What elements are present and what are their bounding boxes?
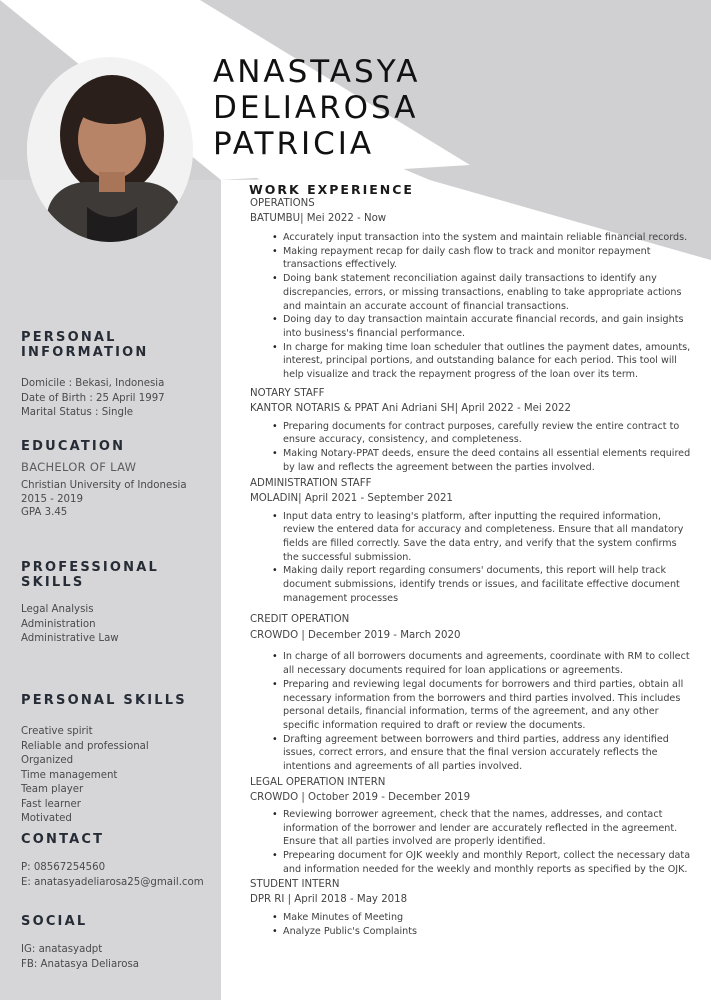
degree-text: BACHELOR OF LAW [21, 460, 137, 474]
personal-skill-item: Organized [21, 755, 74, 766]
job-company: KANTOR NOTARIS & PPAT Ani Adriani SH| April 2022 - Mei 2022 [250, 402, 571, 414]
personal-information-heading [21, 330, 211, 360]
job-role: OPERATIONS [250, 198, 315, 209]
contact-section [21, 832, 211, 890]
job-entry [249, 613, 694, 773]
job-role: CREDIT OPERATION [250, 614, 350, 626]
personal-skill-item: Team player [21, 784, 84, 795]
name-line-2: DELIAROSA [213, 90, 419, 126]
duty-item: • In charge of all borrowers documents and agreements, coordinate with RM to collect all necessary documents required for loan applications or agreements. [283, 650, 694, 677]
job-company: MOLADIN| April 2021 - September 2021 [250, 492, 453, 504]
work-experience-heading: WORK EXPERIENCE [249, 182, 414, 197]
personal-skill-item: Reliable and professional [21, 740, 149, 752]
profile-photo [27, 57, 193, 242]
duty-item: • Preparing documents for contract purposes, carefully review the entire contract to ensure accuracy, consistency, and completeness. [283, 420, 694, 447]
job-entry [249, 197, 694, 382]
social-heading: SOCIAL [21, 914, 88, 929]
job-duties [249, 420, 694, 475]
education-heading: EDUCATION [21, 439, 126, 454]
job-company: DPR RI | April 2018 - May 2018 [250, 894, 408, 906]
instagram-text: IG: anatasyadpt [21, 944, 103, 955]
personal-skill-item: Creative spirit [21, 726, 93, 737]
gpa-text: GPA 3.45 [21, 507, 68, 518]
job-role: NOTARY STAFF [250, 387, 325, 399]
skill-item: Administration [21, 618, 96, 630]
education-years: 2015 - 2019 [21, 493, 84, 505]
duty-item: • Accurately input transaction into the system and maintain reliable financial records. [283, 231, 694, 245]
personal-skill-item: Fast learner [21, 798, 81, 810]
professional-skills-heading-line2: SKILLS [21, 575, 85, 590]
duty-item: • Drafting agreement between borrowers and third parties, address any identified issues, correct errors, and ensure that the final version accurately reflects the intentions and agreements of all parties involved. [283, 733, 694, 774]
duty-item: • Input data entry to leasing's platform, after inputting the required information, review the entered data for accuracy and completeness. Ensure that all mandatory fields are filled correctly. Save the data entry, and verify that the system confirms the successful submission. [283, 510, 694, 565]
duty-item: • Reviewing borrower agreement, check that the names, addresses, and contact information of the borrower and lender are accurately reflected in the agreement. Ensure that all parties involved are properly identified. [283, 808, 694, 849]
email-text: E: anatasyadeliarosa25@gmail.com [21, 876, 204, 888]
job-role: LEGAL OPERATION INTERN [250, 776, 386, 788]
personal-skill-item: Time management [21, 769, 118, 781]
duty-item: • Prepearing document for OJK weekly and monthly Report, collect the necessary data and information needed for the weekly and monthly reports as specified by the OJK. [283, 849, 694, 876]
skill-item: Legal Analysis [21, 604, 94, 615]
duty-item: • Making repayment recap for daily cash flow to track and monitor repayment transactions effectively. [283, 245, 694, 272]
job-company: CROWDO | December 2019 - March 2020 [250, 630, 461, 642]
job-entry [249, 878, 694, 938]
duty-item: • Making daily report regarding consumers' documents, this report will help track document submissions, identify trends or issues, and facilitate effective document management processes [283, 564, 694, 605]
personal-skill-item: Motivated [21, 813, 72, 824]
job-duties [249, 650, 694, 773]
job-role: ADMINISTRATION STAFF [250, 477, 372, 489]
personal-skills-section [21, 693, 211, 827]
personal-skills-heading: PERSONAL SKILLS [21, 693, 187, 708]
contact-heading: CONTACT [21, 832, 105, 847]
duty-item: • Make Minutes of Meeting [283, 911, 694, 925]
duty-item: • Analyze Public's Complaints [283, 925, 694, 939]
professional-skills-heading [21, 560, 211, 590]
duty-item: • In charge for making time loan scheduler that outlines the payment dates, amounts, interest, principal portions, and outstanding balance for each period. This tool will help visualize and track the repayment progress of the loan over its term. [283, 341, 694, 382]
job-duties [249, 808, 694, 877]
domicile-text: Domicile : Bekasi, Indonesia [21, 378, 165, 389]
job-role: STUDENT INTERN [250, 879, 340, 891]
job-company: CROWDO | October 2019 - December 2019 [250, 791, 471, 803]
professional-skills-heading-line1: PROFESSIONAL [21, 560, 160, 575]
duty-item: • Doing day to day transaction maintain accurate financial records, and gain insights into business's financial performance. [283, 313, 694, 340]
work-experience-section [249, 183, 694, 939]
personal-information-section [21, 330, 211, 421]
job-entry [249, 477, 694, 606]
name-line-3: PATRICIA [213, 126, 375, 162]
personal-information-heading-line2: INFORMATION [21, 345, 149, 360]
job-entry [249, 387, 694, 475]
job-company: BATUMBU| Mei 2022 - Now [250, 213, 387, 224]
name-line-1: ANASTASYA [213, 54, 421, 90]
job-duties [249, 911, 694, 938]
skill-item: Administrative Law [21, 633, 119, 644]
job-duties [249, 510, 694, 606]
professional-skills-section [21, 560, 211, 647]
candidate-name [213, 54, 420, 162]
date-of-birth-text: Date of Birth : 25 April 1997 [21, 392, 165, 404]
job-duties [249, 231, 694, 382]
marital-status-text: Marital Status : Single [21, 407, 134, 418]
duty-item: • Preparing and reviewing legal documents for borrowers and third parties, obtain all necessary information from the borrowers and third parties involved. This includes personal details, financial information, terms of the agreement, and any other specific information required to draft or review the documents. [283, 678, 694, 733]
phone-text: P: 08567254560 [21, 862, 106, 873]
education-section [21, 439, 211, 520]
school-text: Christian University of Indonesia [21, 480, 187, 491]
duty-item: • Doing bank statement reconciliation against daily transactions to identify any discrepancies, errors, or missing transactions, enabling to take appropriate actions and maintain an accurate account of financial transactions. [283, 272, 694, 313]
facebook-text: FB: Anatasya Deliarosa [21, 958, 140, 970]
personal-information-heading-line1: PERSONAL [21, 330, 117, 345]
duty-item: • Making Notary-PPAT deeds, ensure the deed contains all essential elements required by law and reflects the agreement between the parties involved. [283, 447, 694, 474]
job-entry [249, 776, 694, 877]
social-section [21, 914, 211, 972]
